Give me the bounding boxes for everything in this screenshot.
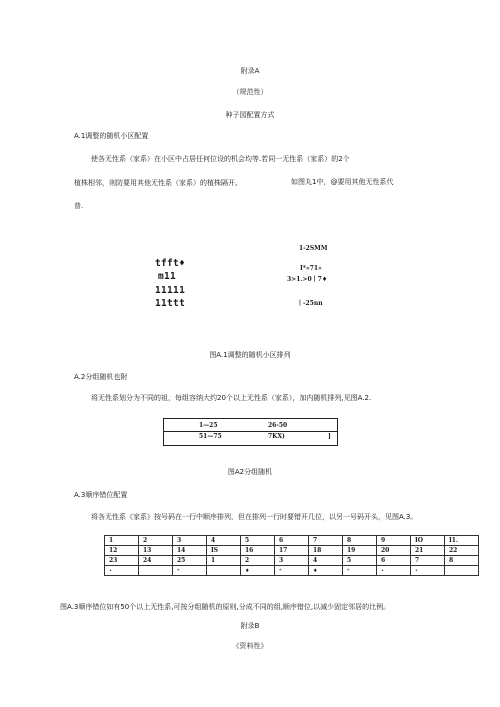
figure-a3-table-cell: ♦ — [241, 566, 275, 576]
figure-a1-label-mid1: I*«71» — [300, 265, 322, 272]
figure-a3-table-cell: 6 — [377, 556, 411, 566]
figure-a1-label-mid2: 3>1.>0丨7♦ — [287, 276, 328, 283]
figure-a3-table-cell: 4 — [309, 556, 343, 566]
figure-a3-table-row — [105, 536, 479, 546]
figure-a3-table-cell: IO — [411, 536, 445, 546]
figure-a2-caption: 图A2分组随机 — [227, 468, 273, 476]
figure-a3-table-cell: 23 — [105, 556, 139, 566]
figure-a2-cell-r2c3: ] — [328, 433, 331, 440]
figure-a1-caption: 图A.1调整的随机小区排列 — [209, 351, 291, 359]
figure-a3-table-cell: 21 — [411, 546, 445, 556]
figure-a3-table-cell: 7 — [309, 536, 343, 546]
appendix-a-subtitle: 种子园配置方式 — [225, 111, 275, 119]
figure-a3-table-cell: * — [343, 566, 377, 576]
section-a1-paragraph-line1: 使各无性系（家系）在小区中占居任何位设的机会均等.若同一无性系（家系）的2个 — [91, 155, 350, 163]
appendix-b-informative-note: 《资料性》 — [232, 642, 268, 650]
figure-a3-table-cell: 13 — [139, 546, 173, 556]
section-a2-paragraph: 将无性系划分为不同的祖，每组容纳大约20个以上无性系（家系），加内随机排列,见图A.2. — [91, 394, 372, 402]
section-a1-paragraph-line2-left: 植株相邻，则防要用其他无性系（家系）的植株隔开, — [74, 179, 238, 187]
figure-a1-label-bottom: 丨-25nn — [297, 300, 323, 307]
figure-a3-table-cell: 18 — [309, 546, 343, 556]
figure-a3-table — [104, 535, 479, 576]
figure-a3-table-cell: * — [173, 566, 207, 576]
figure-a3-table-cell — [139, 566, 173, 576]
figure-a3-table-cell: • — [377, 566, 411, 576]
figure-a2-cell-r2c2: 7KX) — [268, 433, 285, 440]
figure-a3-table-cell: IS — [207, 546, 241, 556]
figure-a3-table-cell: 24 — [139, 556, 173, 566]
figure-a2-cell-r1c2: 26-50 — [268, 422, 288, 429]
figure-a1-block-line4: 11ttt — [155, 298, 186, 309]
figure-a3-table-cell — [207, 566, 241, 576]
figure-a3-table-cell: 8 — [343, 536, 377, 546]
figure-a3-table-cell: I1. — [445, 536, 479, 546]
figure-a3-table-row — [105, 546, 479, 556]
figure-a3-table-cell: 12 — [105, 546, 139, 556]
appendix-b-title: 附录B — [240, 622, 260, 630]
section-a2-heading: A.2分组随机也附 — [74, 373, 128, 381]
section-a1-heading: A.1调整的随机小区配置 — [74, 132, 149, 140]
figure-a3-table-cell: 5 — [343, 556, 377, 566]
figure-a3-caption: 图A.3顺序错位如有50个以上无性系,可按分组随机的原则,分成不同的组,顺序错位,以减少固定邻居的比例。 — [60, 603, 391, 611]
figure-a3-table-cell: 7 — [411, 556, 445, 566]
figure-a3-table-cell: 19 — [343, 546, 377, 556]
figure-a2-cell-r2c1: 51—75 — [199, 433, 222, 440]
section-a1-paragraph-line3: 普. — [74, 202, 84, 210]
figure-a3-table-cell: 16 — [241, 546, 275, 556]
figure-a3-table-cell: 2 — [139, 536, 173, 546]
figure-a3-table-row — [105, 566, 479, 576]
figure-a3-table-cell: 3 — [275, 556, 309, 566]
figure-a3-table-cell: 8 — [445, 556, 479, 566]
appendix-a-title: 附录A — [240, 67, 260, 75]
figure-a2-table — [163, 418, 338, 446]
figure-a3-table-cell — [445, 566, 479, 576]
appendix-a-normative-note: （规范性） — [232, 88, 268, 96]
figure-a3-table-cell: • — [411, 566, 445, 576]
figure-a1-block-line1: tfft♦ — [155, 258, 186, 269]
figure-a3-table-cell: 14 — [173, 546, 207, 556]
figure-a2-table-divider — [164, 431, 337, 432]
figure-a3-table-cell: 20 — [377, 546, 411, 556]
figure-a3-table-cell: 4 — [207, 536, 241, 546]
figure-a1-block-line2: m11 — [158, 271, 177, 282]
figure-a1-label-top: 1-2SMM — [299, 245, 328, 252]
figure-a3-table-cell: 9 — [377, 536, 411, 546]
figure-a3-table-cell: 22 — [445, 546, 479, 556]
section-a3-paragraph: 将各无性系《家系》按号码在一行中顺序排列，但在排列一行时要错开几位，以另一号码开头，见图A.3。 — [91, 513, 418, 521]
figure-a3-table-cell: 1 — [207, 556, 241, 566]
figure-a3-table-cell: 1 — [105, 536, 139, 546]
figure-a3-table-cell: ♦ — [309, 566, 343, 576]
figure-a3-table-cell: * — [275, 566, 309, 576]
figure-a3-table-cell: 17 — [275, 546, 309, 556]
section-a3-heading: A.3顺序错位配置 — [74, 491, 128, 499]
figure-a3-table-cell: 6 — [275, 536, 309, 546]
section-a1-paragraph-line2-right: 如图丸1中，@要用其他无性系代 — [291, 178, 394, 186]
figure-a3-table-cell: 3 — [173, 536, 207, 546]
figure-a2-cell-r1c1: 1—25 — [199, 422, 218, 429]
figure-a3-table-cell: 5 — [241, 536, 275, 546]
figure-a3-table-cell: 2 — [241, 556, 275, 566]
figure-a3-table-cell: 25 — [173, 556, 207, 566]
figure-a3-table-row — [105, 556, 479, 566]
figure-a3-table-cell: • — [105, 566, 139, 576]
figure-a1-block-line3: 11111 — [155, 285, 186, 296]
